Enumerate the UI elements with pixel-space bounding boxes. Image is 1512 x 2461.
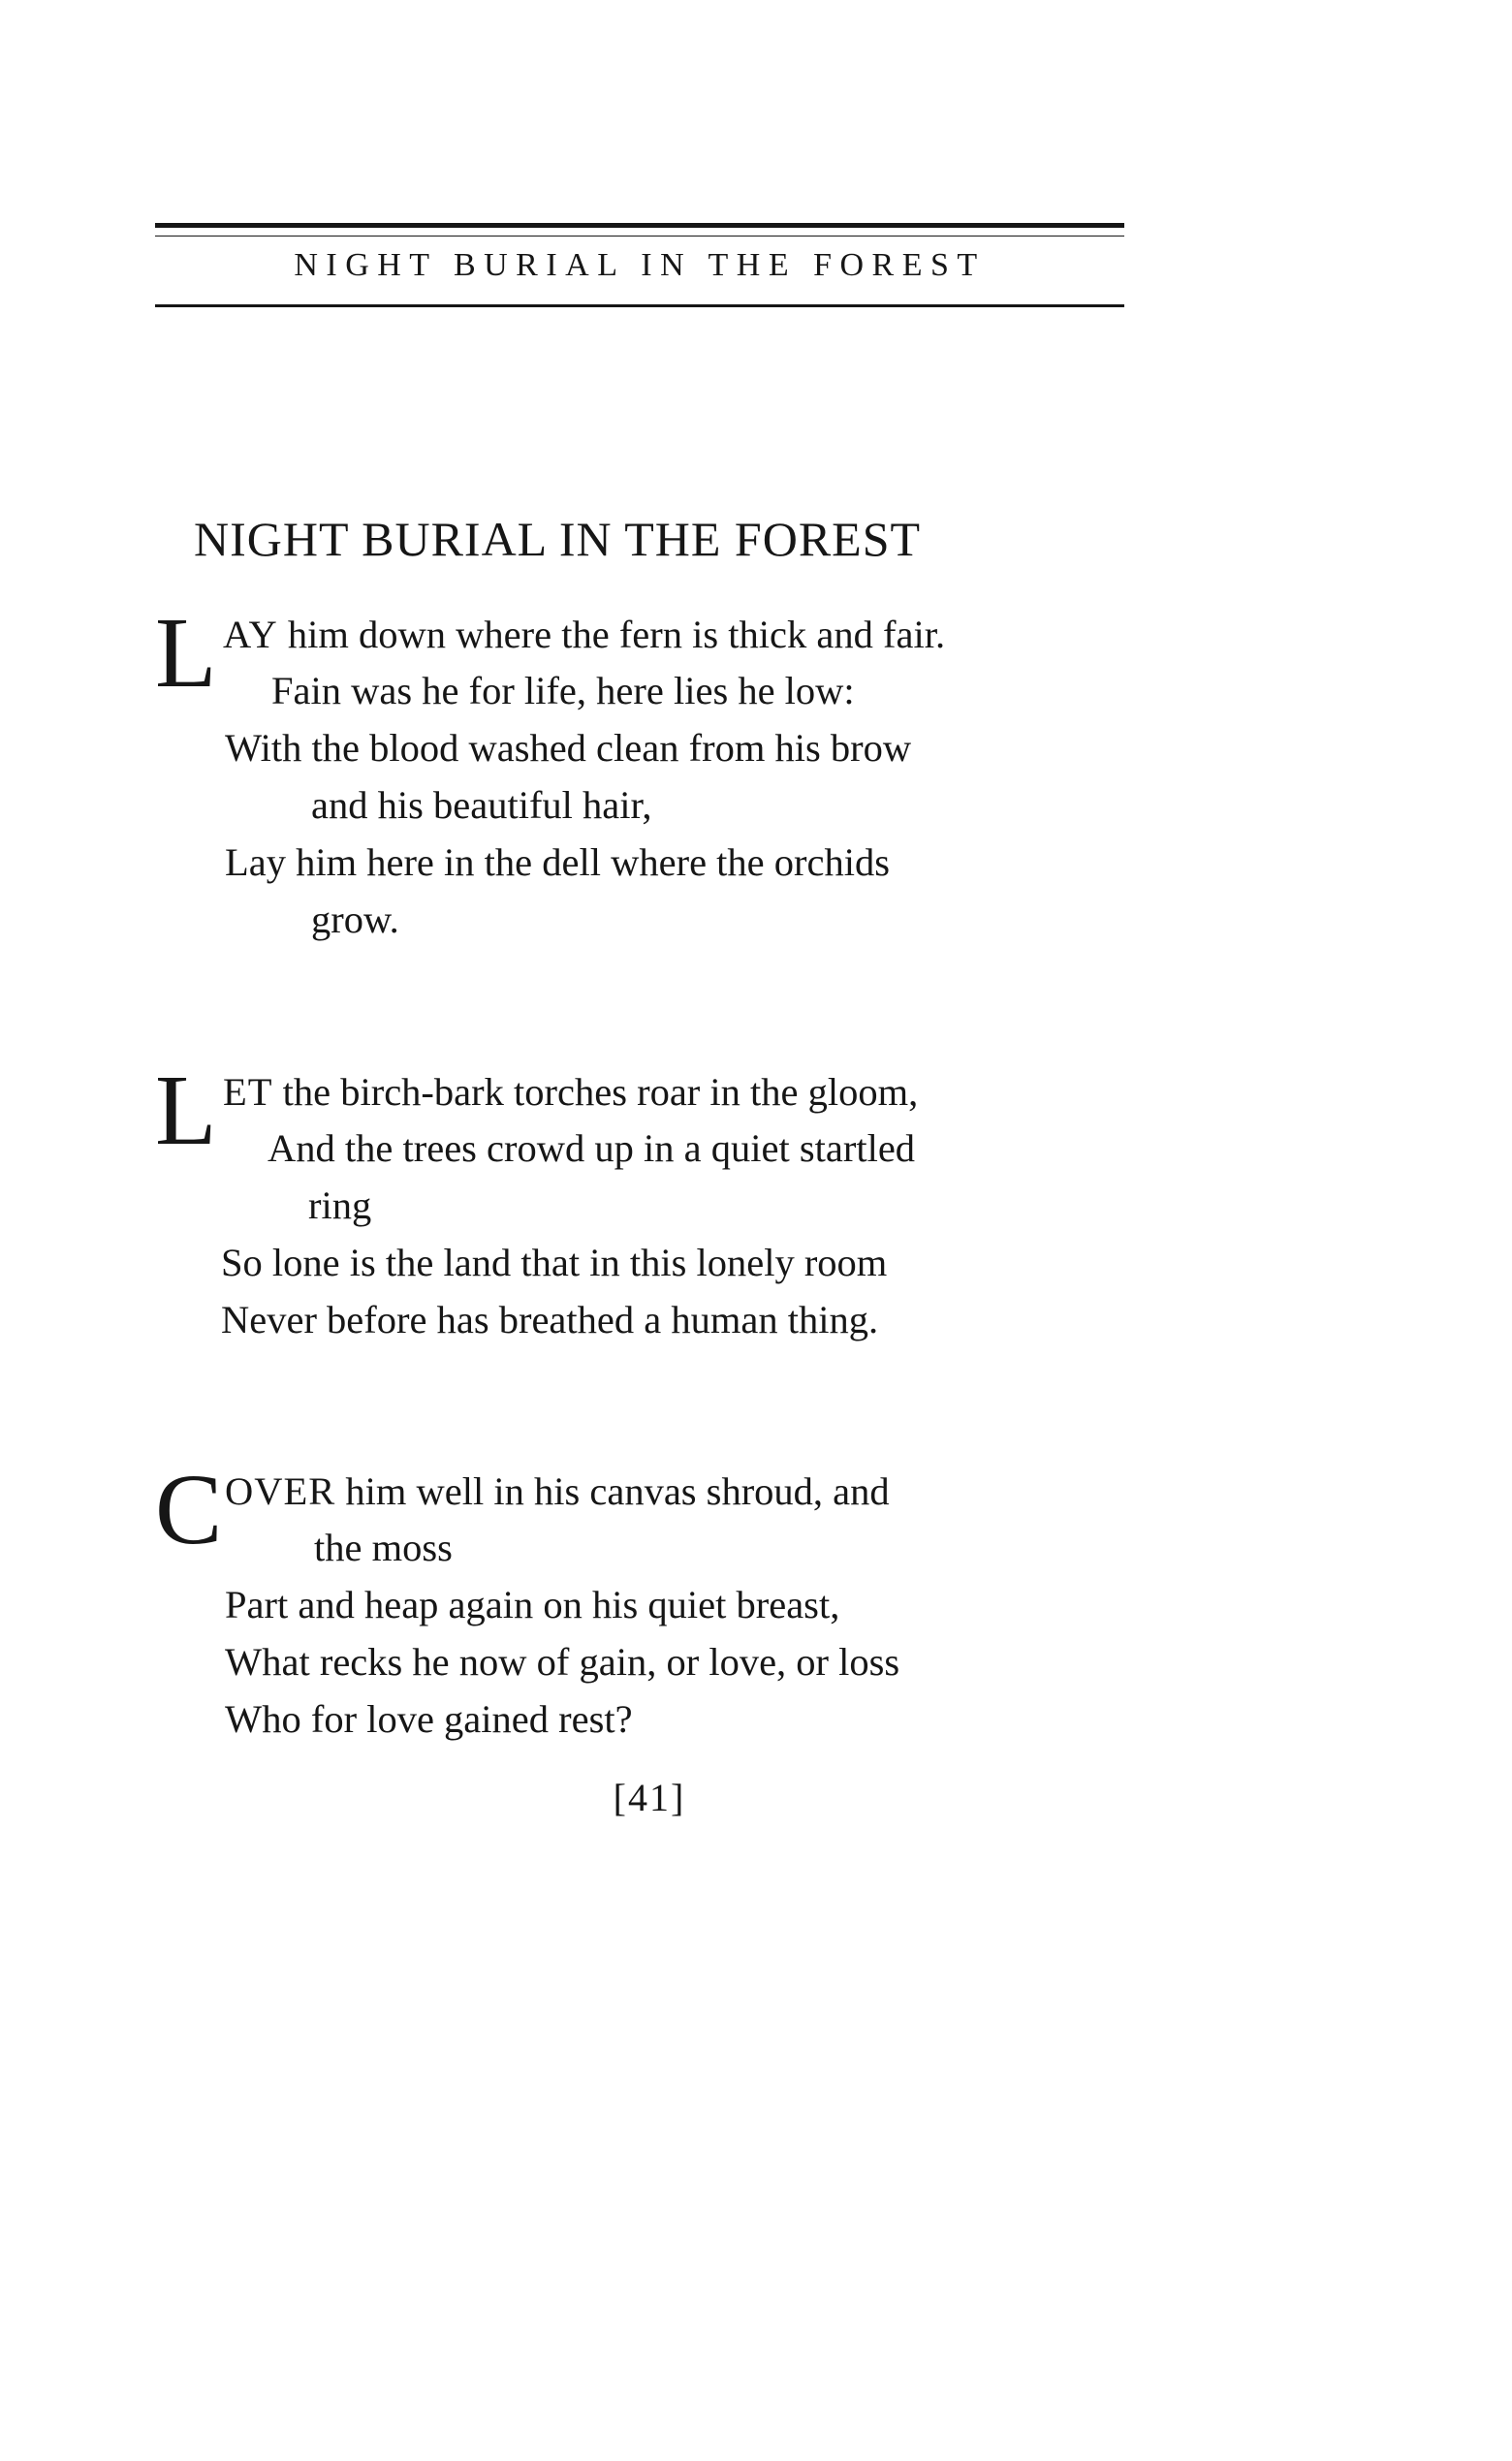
poem-line: Part and heap again on his quiet breast, [225, 1583, 840, 1626]
poem-title: NIGHT BURIAL IN THE FOREST [194, 512, 922, 566]
poem-line [225, 1467, 890, 1516]
line-text: him well in his canvas shroud, and [335, 1469, 890, 1513]
poem-line: With the blood washed clean from his brow [225, 726, 912, 770]
first-word-caps: OVER [225, 1469, 336, 1513]
poem-line: Fain was he for life, here lies he low: [271, 669, 855, 712]
poem-line: Never before has breathed a human thing. [221, 1298, 879, 1341]
poem-line: the moss [314, 1526, 453, 1569]
poem-line: grow. [311, 898, 399, 941]
poem-line: What recks he now of gain, or love, or loss [225, 1640, 900, 1684]
line-text: the birch-bark torches roar in the gloom, [272, 1070, 919, 1114]
poem-line: And the trees crowd up in a quiet startled [268, 1126, 916, 1170]
header-rule-bottom [155, 304, 1124, 307]
first-word-caps: AY [223, 613, 278, 656]
line-text: him down where the fern is thick and fair. [277, 613, 946, 656]
drop-cap: L [155, 597, 217, 709]
running-header: NIGHT BURIAL IN THE FOREST [294, 247, 986, 283]
poem-line: and his beautiful hair, [311, 783, 652, 827]
poem-line: ring [308, 1183, 372, 1227]
header-rule-thick [155, 223, 1124, 228]
poem-line: Who for love gained rest? [225, 1697, 633, 1741]
header-rule-thin [155, 236, 1124, 237]
poem-line: So lone is the land that in this lonely room [221, 1241, 888, 1284]
page-number: [41] [613, 1776, 686, 1819]
drop-cap: L [155, 1055, 217, 1166]
first-word-caps: ET [223, 1070, 273, 1114]
poem-line [223, 1068, 918, 1117]
poem-line [223, 611, 945, 659]
poem-line: Lay him here in the dell where the orchids [225, 840, 891, 884]
drop-cap: C [155, 1454, 223, 1565]
